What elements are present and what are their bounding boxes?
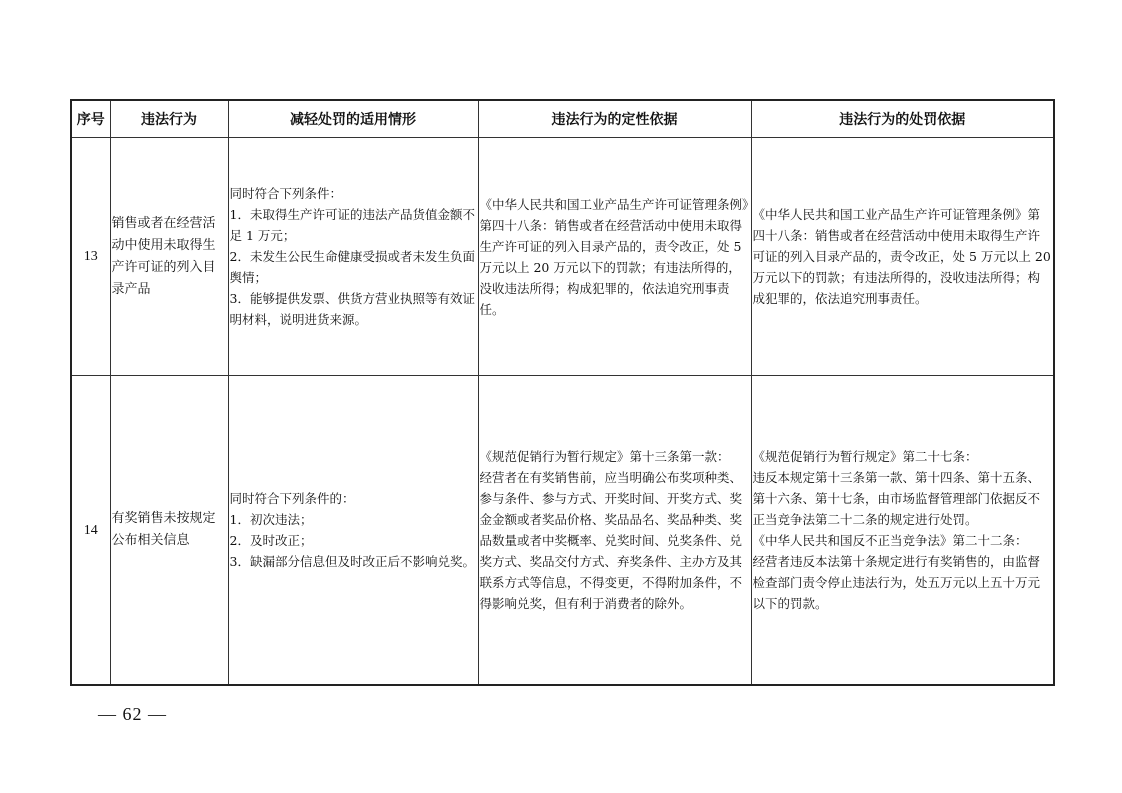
regulation-table — [70, 99, 1055, 686]
condition-line: 2．未发生公民生命健康受损或者未发生负面舆情； — [229, 249, 475, 285]
basis-paragraph: 经营者在有奖销售前，应当明确公布奖项种类、参与条件、参与方式、开奖时间、开奖方式、奖金金额或者奖品价格、奖品品名、奖品种类、奖品数量或者中奖概率、兑奖时间、兑奖条件、兑奖方式、奖品交付方式、弃奖条件、主办方及其联系方式等信息，不得变更，不得附加条件，不得影响兑奖，但有利于消费者的除外。 — [479, 470, 743, 611]
basis-paragraph: 违反本规定第十三条第一款、第十四条、第十五条、第十六条、第十七条，由市场监督管理部门依据反不正当竞争法第二十二条的规定进行处罚。 — [752, 470, 1041, 527]
condition-line: 1．初次违法； — [229, 512, 313, 527]
basis-paragraph: 经营者违反本法第十条规定进行有奖销售的，由监督检查部门责令停止违法行为，处五万元以上五十万元以下的罚款。 — [752, 554, 1041, 611]
page-number: — 62 — — [98, 704, 167, 724]
basis-paragraph: 《中华人民共和国反不正当竞争法》第二十二条： — [752, 533, 1028, 548]
condition-line: 3．能够提供发票、供货方营业执照等有效证明材料，说明进货来源。 — [229, 291, 475, 327]
header-behavior: 违法行为 — [110, 100, 228, 138]
condition-line: 同时符合下列条件的： — [229, 491, 355, 506]
row-conditions — [228, 376, 478, 686]
row-qualitative-basis — [478, 376, 751, 686]
header-qualitative-basis: 违法行为的定性依据 — [478, 100, 751, 138]
row-conditions — [228, 138, 478, 376]
row-number: 13 — [71, 138, 110, 376]
header-penalty-basis: 违法行为的处罚依据 — [751, 100, 1054, 138]
table-header-row — [71, 100, 1054, 138]
row-qualitative-basis: 《中华人民共和国工业产品生产许可证管理条例》第四十八条：销售或者在经营活动中使用未取得生产许可证的列入目录产品的，责令改正，处 5 万元以上 20 万元以下的罚款；有违法所得的，没收违法所得；构成犯罪的，依法追究刑事责任。 — [478, 138, 751, 376]
basis-paragraph: 《规范促销行为暂行规定》第二十七条： — [752, 449, 978, 464]
table-row — [71, 138, 1054, 376]
row-number: 14 — [71, 376, 110, 686]
basis-paragraph: 《规范促销行为暂行规定》第十三条第一款： — [479, 449, 730, 464]
row-behavior: 有奖销售未按规定公布相关信息 — [110, 376, 228, 686]
table-row — [71, 376, 1054, 686]
row-penalty-basis: 《中华人民共和国工业产品生产许可证管理条例》第四十八条：销售或者在经营活动中使用未取得生产许可证的列入目录产品的，责令改正，处 5 万元以上 20 万元以下的罚款；有违法所得的，没收违法所得；构成犯罪的，依法追究刑事责任。 — [751, 138, 1054, 376]
row-behavior: 销售或者在经营活动中使用未取得生产许可证的列入目录产品 — [110, 138, 228, 376]
header-conditions: 减轻处罚的适用情形 — [228, 100, 478, 138]
header-number: 序号 — [71, 100, 110, 138]
condition-line: 2．及时改正； — [229, 533, 313, 548]
row-penalty-basis — [751, 376, 1054, 686]
condition-line: 3．缺漏部分信息但及时改正后不影响兑奖。 — [229, 554, 475, 569]
condition-line: 1．未取得生产许可证的违法产品货值金额不足 1 万元； — [229, 207, 475, 243]
condition-line: 同时符合下列条件： — [229, 186, 343, 201]
